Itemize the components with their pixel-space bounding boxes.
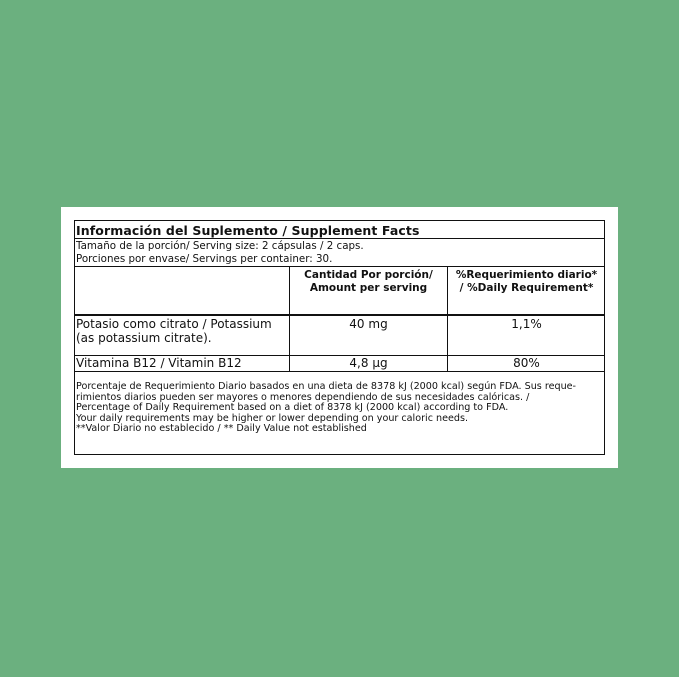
supplement-facts-panel (74, 220, 605, 455)
dv-header-line-1: %Requerimiento diario* (455, 269, 598, 281)
amount-per-serving-header (290, 269, 447, 294)
rule-under-header (75, 314, 604, 316)
daily-requirement-header (448, 269, 605, 294)
vitamin-b12-amount: 4,8 µg (349, 356, 388, 370)
rule-under-row-2 (75, 371, 604, 372)
footnote-line: **Valor Diario no establecido / ** Daily Value not established (76, 423, 367, 435)
rule-under-title (75, 238, 604, 239)
nutrient-name-potassium (76, 318, 272, 345)
footnote-line: Porcentaje de Requerimiento Diario basados en una dieta de 8378 kJ (2000 kcal) según FDA. Sus reque- (76, 381, 577, 392)
potassium-name-line-2: (as potassium citrate). (76, 330, 212, 345)
dv-header-line-2: / %Daily Requirement* (459, 281, 594, 294)
servings-per-container: Porciones por envase/ Servings per container: 30. (76, 253, 333, 265)
footnote-line: Your daily requirements may be higher or lower depending on your caloric needs. (76, 412, 469, 424)
label-card (61, 207, 618, 468)
potassium-amount: 40 mg (349, 317, 388, 331)
rule-under-servings (75, 266, 604, 267)
nutrient-name-vitamin-b12: Vitamina B12 / Vitamin B12 (76, 356, 242, 370)
potassium-name-line-1: Potasio como citrato / Potassium (76, 317, 272, 331)
amount-header-line-2: Amount per serving (309, 281, 428, 294)
vitamin-b12-daily-value: 80% (513, 356, 540, 370)
potassium-daily-value: 1,1% (511, 317, 542, 331)
serving-size: Tamaño de la porción/ Serving size: 2 cápsulas / 2 caps. (76, 240, 364, 252)
panel-title: Información del Suplemento / Supplement Facts (76, 223, 420, 238)
amount-header-line-1: Cantidad Por porción/ (304, 269, 433, 281)
footnotes (76, 382, 603, 435)
footnote-line: rimientos diarios pueden ser mayores o menores dependiendo de sus necesidades calóricas. / (76, 391, 530, 403)
footnote-line: Percentage of Daily Requirement based on a diet of 8378 kJ (2000 kcal) according to FDA. (76, 402, 509, 414)
